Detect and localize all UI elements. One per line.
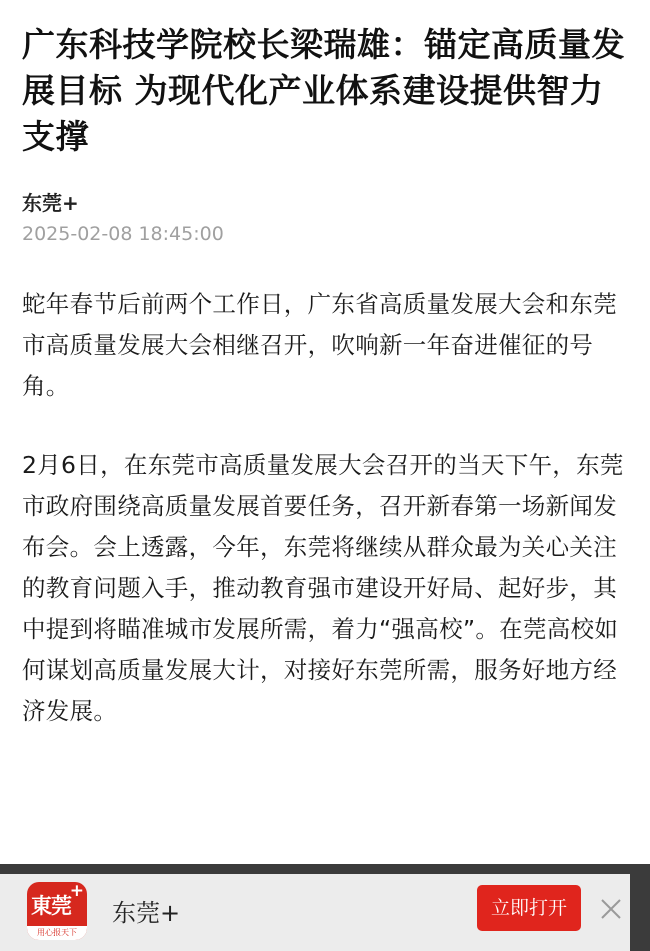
article-paragraph: 蛇年春节后前两个工作日，广东省高质量发展大会和东莞市高质量发展大会相继召开，吹响新一年奋进催征的号角。 bbox=[22, 290, 617, 400]
article-title: 广东科技学院校长梁瑞雄：锚定高质量发展目标 为现代化产业体系建设提供智力支撑 bbox=[22, 25, 625, 156]
article-timestamp: 2025-02-08 18:45:00 bbox=[22, 223, 224, 245]
close-icon[interactable] bbox=[600, 898, 622, 920]
open-app-button[interactable]: 立即打开 bbox=[477, 885, 581, 931]
app-name: 东莞+ bbox=[112, 899, 181, 927]
article-source[interactable]: 东莞+ bbox=[22, 191, 79, 215]
app-logo bbox=[27, 882, 87, 940]
app-logo-plus: + bbox=[69, 882, 84, 901]
app-banner-panel[interactable] bbox=[0, 874, 630, 951]
app-logo-text: 東莞 bbox=[31, 893, 71, 918]
app-download-banner bbox=[0, 864, 650, 951]
app-logo-caption: 用心报天下 bbox=[27, 926, 87, 940]
article-paragraph: 2月6日，在东莞市高质量发展大会召开的当天下午，东莞市政府围绕高质量发展首要任务，召开新春第一场新闻发布会。会上透露，今年，东莞将继续从群众最为关心关注的教育问题入手，推动教育强市建设开好局、起好步，其中提到将瞄准城市发展所需，着力“强高校”。在莞高校如何谋划高质量发展大计，对接好东莞所需，服务好地方经济发展。 bbox=[22, 451, 624, 725]
